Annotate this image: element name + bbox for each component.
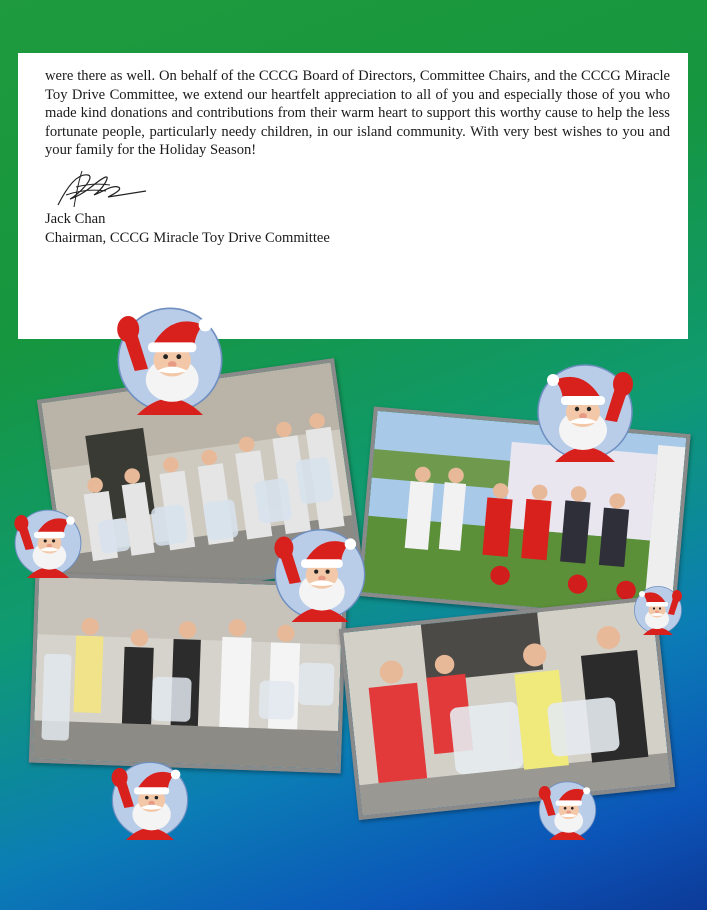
- signature-icon: [48, 165, 148, 213]
- santa-waving-icon: [265, 527, 375, 622]
- letter-body: were there as well. On behalf of the CCCG Board of Directors, Committee Chairs, and the CCCG Miracle Toy Drive Committee, we extend our heartfelt appreciation to all of you and especially those of you who made kind donations and contributions from their warm heart to support this worthy cause to help the less fortunate people, particularly needy children, in our island community. With very best wishes to you and your family for the Holiday Season!: [45, 68, 670, 159]
- santa-waving-icon: [90, 760, 210, 840]
- santa-waving-icon: [105, 305, 235, 415]
- santa-waving-icon: [520, 780, 615, 840]
- santa-waving-icon: [8, 508, 88, 578]
- letter-box: [18, 53, 688, 339]
- santa-waving-icon: [505, 362, 665, 462]
- signer-title: Chairman, CCCG Miracle Toy Drive Committee: [45, 230, 330, 246]
- signer-name: Jack Chan: [45, 211, 106, 227]
- santa-waving-icon: [620, 585, 696, 635]
